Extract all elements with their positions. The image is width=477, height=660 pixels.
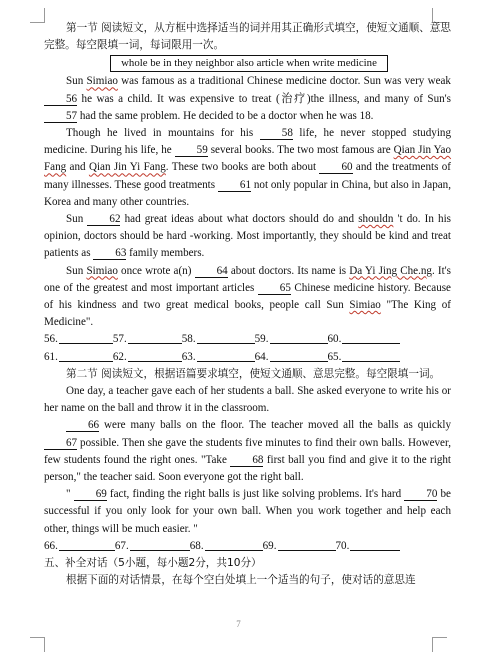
document-page (44, 20, 451, 590)
section3-title: 五、补全对话（5小题，每小题2分，共10分） (44, 557, 262, 570)
answer-line-68[interactable] (205, 538, 263, 551)
article-title: Da Yi Jing Che.ng (349, 264, 432, 277)
answer-line-58[interactable] (197, 331, 255, 344)
blank-70[interactable]: 70 (404, 488, 437, 501)
s1-paragraph-3: Sun 62 had great ideas about what doctors should do and shouldn 't do. In his opinion, doctors should be hard -working. Most importantly, they should be kind and treat patients as 63 family members. (44, 213, 451, 260)
s2-paragraph-2: 66 were many balls on the floor. The teacher moved all the balls as quickly 67 possible. Then she gave the students five minutes to find their own balls. However, few students found the right ones. "Take 68 first ball you find and give it to the right person," the teacher said. Soon everyone got the right ball. (44, 419, 452, 484)
corner-mark (30, 637, 45, 652)
name-simiao: Simiao (86, 264, 118, 277)
answer-line-61[interactable] (59, 349, 113, 362)
blank-68[interactable]: 68 (230, 454, 263, 467)
s2-paragraph-3: " 69 fact, finding the right balls is just like solving problems. It's hard 70 be successful if you only look for your own ball. When you work together and help each other, things will be much easier. " (44, 488, 451, 535)
section1-title: 第一节 阅读短文，从方框中选择适当的词并用其正确形式填空，使短文通顺、意思完整。每空限填一词，每词限用一次。 (44, 22, 451, 52)
section2-title: 第二节 阅读短文，根据语篇要求填空，使短文通顺、意思完整。每空限填一词。 (66, 367, 441, 380)
answer-line-66[interactable] (59, 538, 115, 551)
answer-row-2: 61. 62. 63. 64. 65. (44, 349, 451, 366)
word-shouldnt: shouldn (358, 213, 394, 226)
answer-line-63[interactable] (197, 349, 255, 362)
blank-64[interactable]: 64 (195, 265, 228, 278)
answer-line-69[interactable] (278, 538, 336, 551)
book-title-1: Qian Jin Yao Fang (44, 144, 452, 174)
page-number: 7 (236, 619, 241, 629)
answer-line-70[interactable] (350, 538, 400, 551)
s1-paragraph-4: Sun Simiao once wrote a(n) 64 about doctors. Its name is Da Yi Jing Che.ng. It's one of the greatest and most important articles 65 Chinese medicine history. Because of his kindness and two great medical books, people call Sun Simiao "The King of Medicine". (44, 264, 452, 329)
section3-instruction: 根据下面的对话情景，在每个空白处填上一个适当的句子，使对话的意思连 (66, 574, 416, 587)
book-title-2: Qian Jin Yi Fang (88, 161, 166, 174)
corner-mark (432, 637, 447, 652)
s1-paragraph-1: Sun Simiao was famous as a traditional Chinese medicine doctor. Sun was very weak 56 he was a child. It was expensive to treat (治疗)the illness, and many of Sun's 57 had the same problem. He decided to be a doctor when he was 18. (44, 73, 451, 125)
answer-line-62[interactable] (128, 349, 182, 362)
blank-61[interactable]: 61 (218, 179, 251, 192)
blank-65[interactable]: 65 (258, 282, 291, 295)
answer-row-1: 56. 57. 58. 59. 60. (44, 331, 451, 348)
blank-63[interactable]: 63 (93, 247, 126, 260)
word-box: whole be in they neighbor also article when write medicine (110, 55, 388, 72)
s1-paragraph-2: Though he lived in mountains for his 58 life, he never stopped studying medicine. During his life, he 59 several books. The two most famous are Qian Jin Yao Fang and Qian Jin Yi Fang. These two books are both about 60 and the treatments of many illnesses. These good treatments 61 not only popular in China, but also in Japan, Korea and many other countries. (44, 127, 452, 208)
blank-56[interactable]: 56 (44, 93, 77, 106)
blank-62[interactable]: 62 (87, 213, 120, 226)
answer-line-57[interactable] (128, 331, 182, 344)
blank-57[interactable]: 57 (44, 110, 77, 123)
answer-line-64[interactable] (270, 349, 328, 362)
name-simiao: Simiao (349, 299, 381, 312)
answer-line-56[interactable] (59, 331, 113, 344)
answer-line-65[interactable] (342, 349, 400, 362)
corner-mark (30, 8, 45, 23)
answer-row-3: 66. 67. 68. 69. 70. (44, 538, 451, 555)
name-simiao: Simiao (86, 75, 118, 88)
blank-58[interactable]: 58 (260, 127, 293, 140)
blank-66[interactable]: 66 (66, 419, 99, 432)
blank-59[interactable]: 59 (175, 144, 208, 157)
s2-paragraph-1: One day, a teacher gave each of her students a ball. She asked everyone to write his or her name on the ball and throw it in the classroom. (44, 385, 451, 415)
blank-60[interactable]: 60 (319, 161, 352, 174)
answer-line-60[interactable] (342, 331, 400, 344)
answer-line-67[interactable] (130, 538, 190, 551)
blank-69[interactable]: 69 (74, 488, 107, 501)
blank-67[interactable]: 67 (44, 437, 77, 450)
answer-line-59[interactable] (270, 331, 328, 344)
